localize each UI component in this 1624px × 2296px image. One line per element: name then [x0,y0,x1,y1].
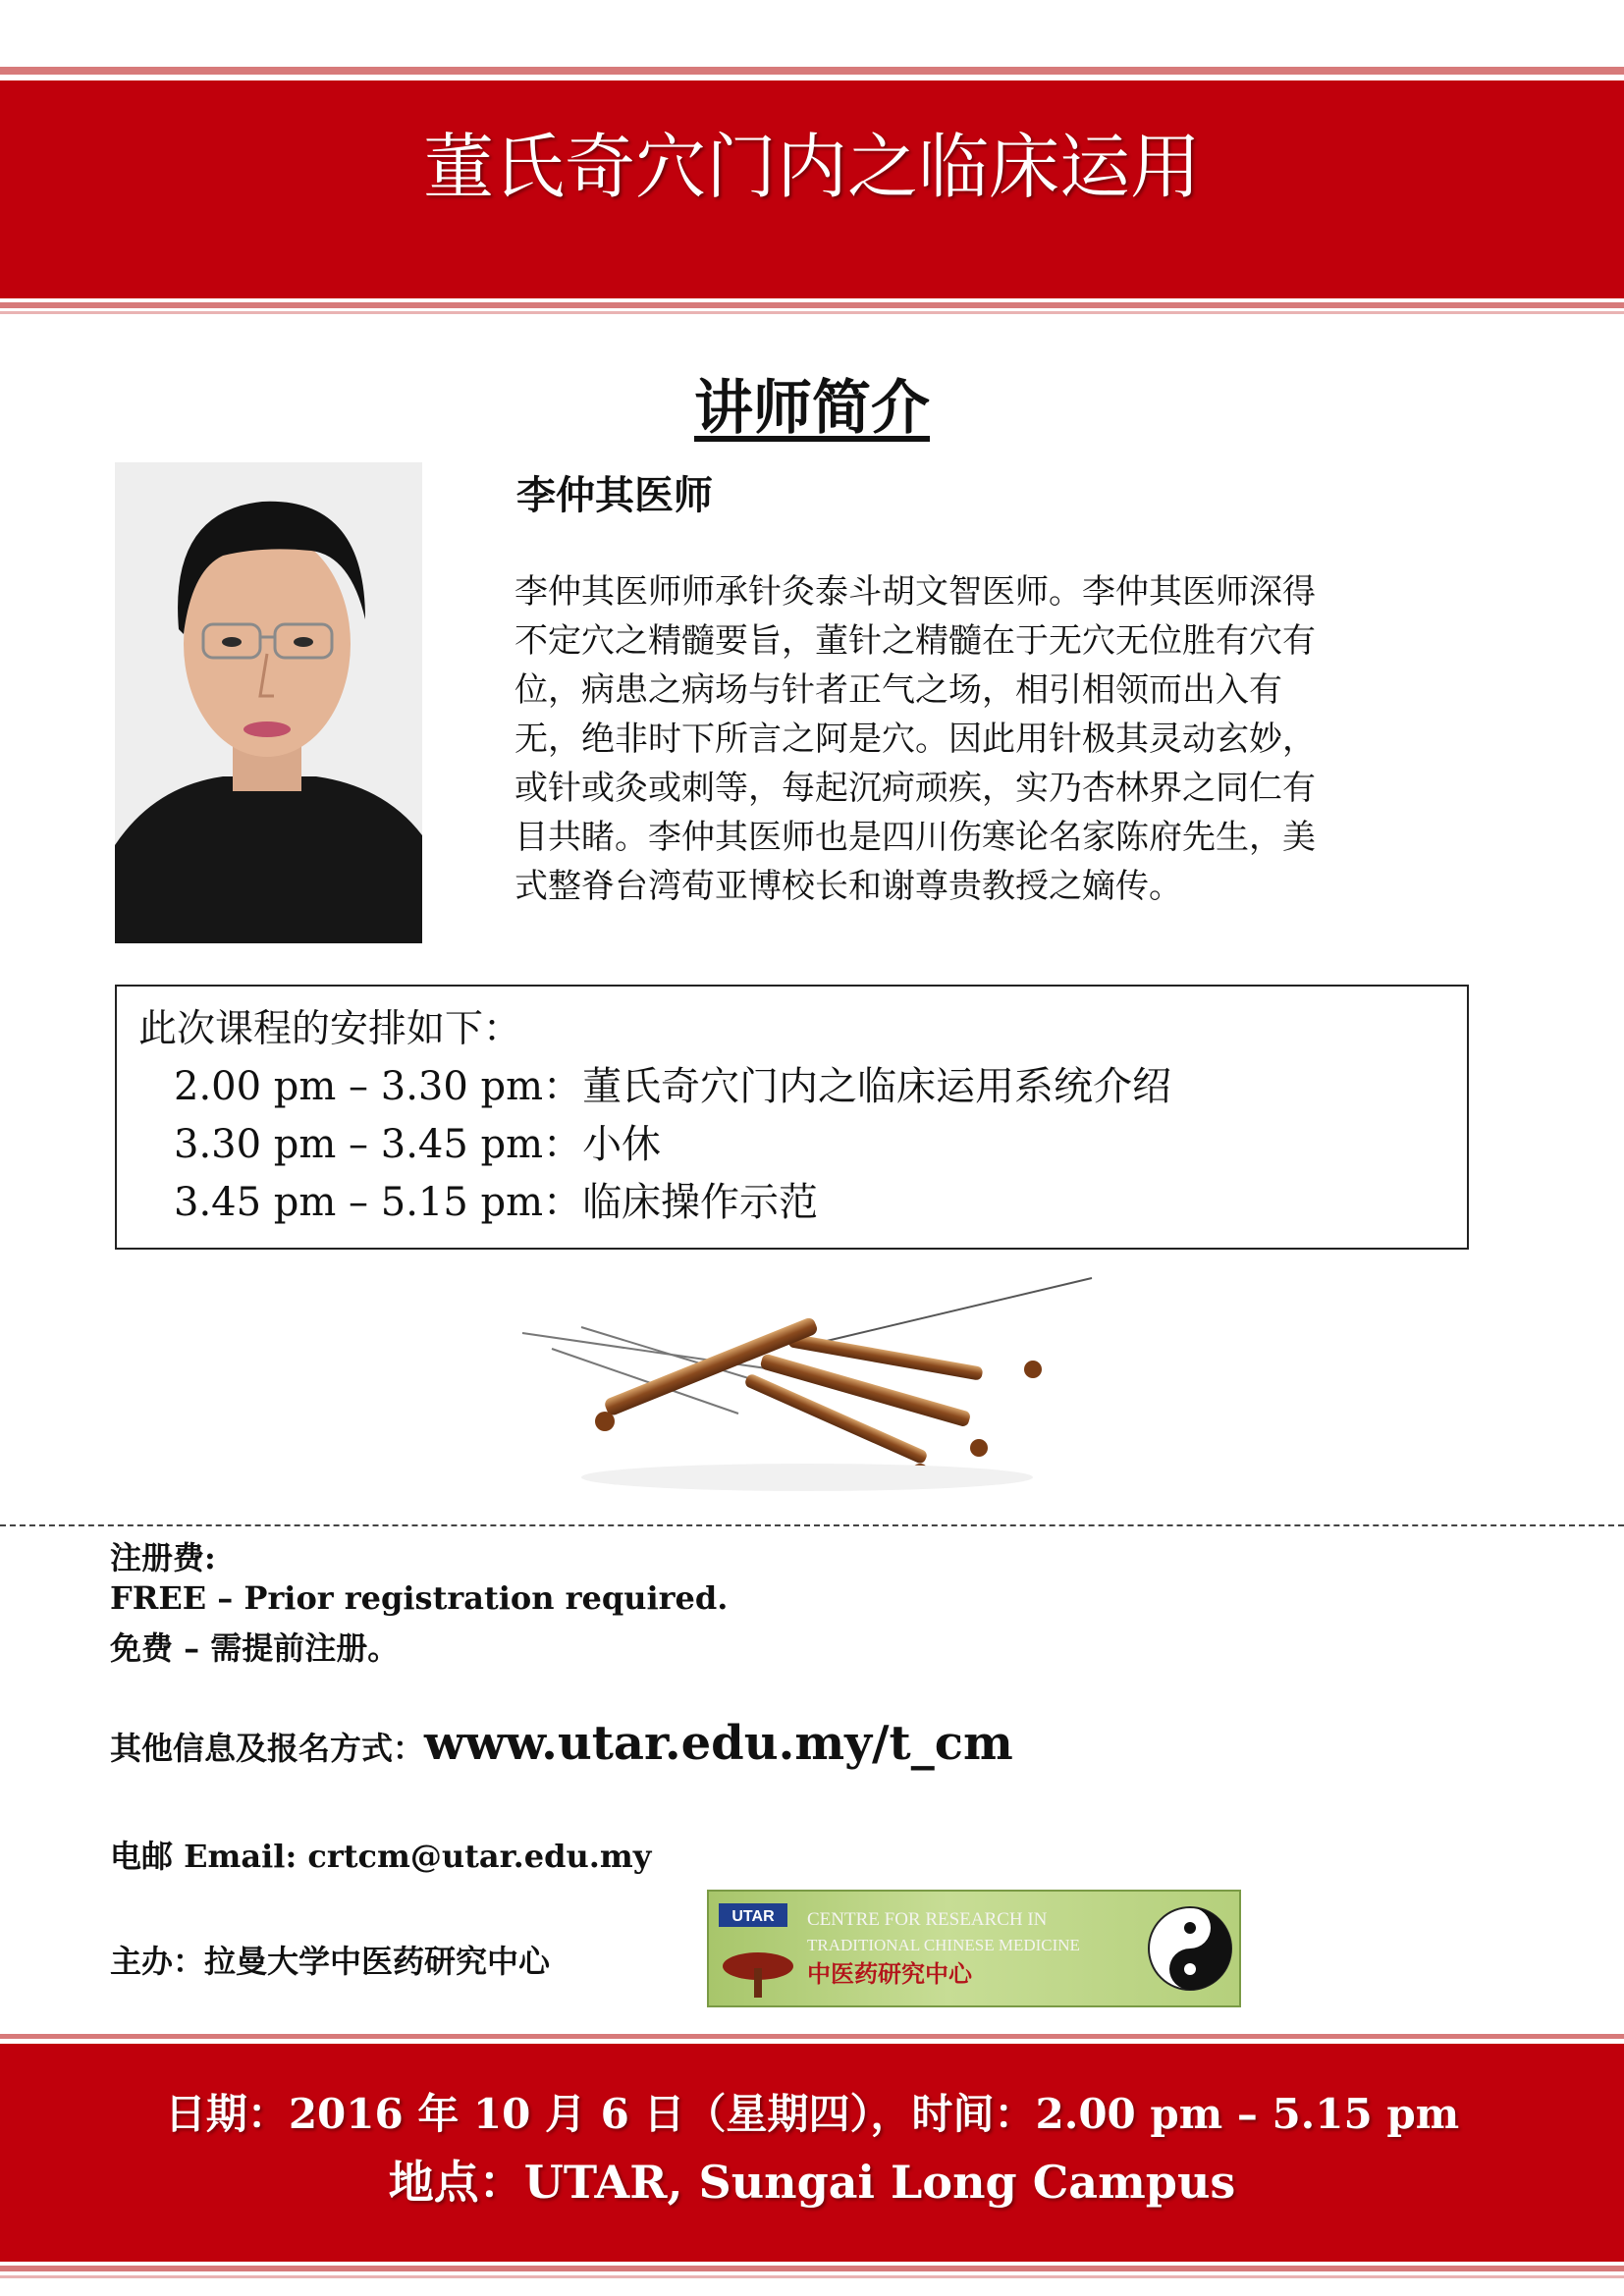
bio-line: 无，绝非时下所言之阿是穴。因此用针极其灵动玄妙， [514,720,1316,759]
organizer-logo [707,1890,1241,2007]
lecturer-photo [115,462,422,943]
schedule-box [115,985,1469,1250]
event-date-time: 日期：2016 年 10 月 6 日（星期四），时间：2.00 pm – 5.15 pm [164,2090,1460,2138]
event-venue: 地点：UTAR, Sungai Long Campus [388,2156,1236,2209]
email-contact[interactable]: 电邮 Email: crtcm@utar.edu.my [110,1838,652,1875]
logo-line-2: TRADITIONAL CHINESE MEDICINE [807,1936,1080,1954]
lecturer-name: 李仲其医师 [516,473,713,518]
page-title: 董氏奇穴门内之临床运用 [422,126,1201,208]
schedule-time: 2.00 pm – 3.30 pm： [174,1064,583,1109]
fee-label: 注册费: [110,1539,216,1576]
schedule-activity: 小休 [582,1122,662,1167]
schedule-row [174,1171,818,1227]
schedule-time: 3.45 pm – 5.15 pm： [174,1180,583,1225]
bio-line: 目共睹。李仲其医师也是四川伤寒论名家陈府先生，美 [514,818,1316,857]
bio-line: 或针或灸或刺等，每起沉疴顽疾，实乃杏林界之同仁有 [514,769,1316,808]
acupuncture-needles-image [513,1266,1102,1502]
bottom-rule-thin [0,2275,1624,2278]
bio-line: 李仲其医师师承针灸泰斗胡文智医师。李仲其医师深得 [514,572,1316,612]
section-heading: 讲师简介 [694,374,930,443]
more-info-label: 其他信息及报名方式： [110,1730,425,1767]
bio-line: 位，病患之病场与针者正气之场，相引相领而出入有 [514,670,1282,710]
registration-url-link[interactable]: www.utar.edu.my/t_cm [424,1716,1013,1771]
schedule-activity: 临床操作示范 [582,1180,819,1225]
fee-english: FREE – Prior registration required. [110,1579,729,1617]
top-rule-lower [0,302,1624,308]
schedule-row [174,1113,661,1169]
logo-line-1: CENTRE FOR RESEARCH IN [807,1909,1048,1930]
bottom-rule [0,2034,1624,2039]
logo-chinese-name: 中医药研究中心 [807,1960,972,1988]
top-rule [0,67,1624,75]
dashed-divider [0,1524,1624,1526]
bio-line: 式整脊台湾荀亚博校长和谢尊贵教授之嫡传。 [514,867,1182,906]
bio-line: 不定穴之精髓要旨，董针之精髓在于无穴无位胜有穴有 [514,621,1316,661]
more-info [110,1716,1013,1771]
schedule-row [174,1055,1171,1111]
schedule-activity: 董氏奇穴门内之临床运用系统介绍 [582,1064,1172,1109]
organizer: 主办：拉曼大学中医药研究中心 [110,1943,551,1980]
lecturer-bio [514,567,1457,911]
schedule-time: 3.30 pm – 3.45 pm： [174,1122,583,1167]
fee-chinese: 免费 – 需提前注册。 [110,1629,400,1667]
schedule-title: 此次课程的安排如下： [138,1007,522,1051]
logo-badge: UTAR [731,1908,775,1925]
bottom-rule-lower [0,2266,1624,2271]
top-rule-thin [0,311,1624,314]
